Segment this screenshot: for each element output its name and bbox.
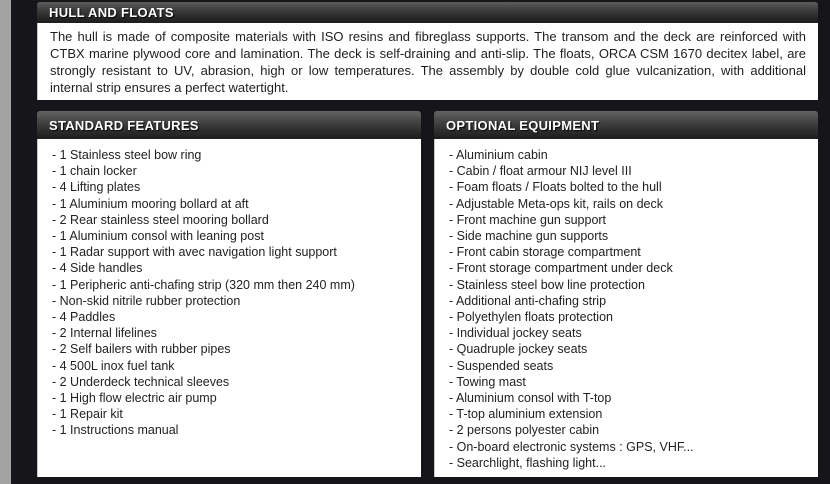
list-item: - Aluminium consol with T-top: [449, 391, 612, 406]
list-item: - 4 Side handles: [52, 261, 143, 276]
spec-sheet-content: [37, 0, 818, 477]
list-item: - On-board electronic systems : GPS, VHF...: [449, 439, 694, 454]
list-item: - Individual jockey seats: [449, 326, 582, 341]
list-item: - Side machine gun supports: [449, 229, 609, 244]
list-item: - Aluminium cabin: [449, 148, 548, 162]
list-item: - Front machine gun support: [449, 212, 607, 227]
list-item: - Stainless steel bow line protection: [449, 277, 645, 292]
list-item: - 1 Aluminium consol with leaning post: [52, 229, 264, 244]
list-item: - 4 Lifting plates: [52, 180, 141, 195]
list-item: - Searchlight, flashing light...: [449, 455, 607, 470]
list-item: - Additional anti-chafing strip: [449, 293, 607, 308]
list-item: - 2 Self bailers with rubber pipes: [52, 342, 231, 357]
list-item: - 1 High flow electric air pump: [52, 391, 217, 406]
list-item: - Towing mast: [449, 374, 526, 389]
list-item: - 1 Aluminium mooring bollard at aft: [52, 196, 249, 211]
list-item: - 1 Peripheric anti-chafing strip (320 mm then 240 mm): [52, 277, 355, 292]
list-item: - Non-skid nitrile rubber protection: [52, 293, 241, 308]
optional-equipment-list: [435, 139, 818, 471]
standard-features-title: STANDARD FEATURES: [49, 117, 199, 133]
hull-description-text: The hull is made of composite materials with ISO resins and fibreglass supports. The transom and the deck are reinforced with CTBX marine plywood core and lamination. The deck is self-draining and anti-slip. The floats, ORCA CSM 1670 decitex label, are strongly resistant to UV, abrasion, high or low temperatures. The assembly by double cold glue vulcanization, with additional internal strip ensures a perfect watertight.: [50, 29, 806, 95]
list-item: - 1 chain locker: [52, 164, 137, 179]
list-item: - 2 persons polyester cabin: [449, 423, 600, 438]
standard-features-section: [37, 111, 421, 477]
optional-equipment-section: [434, 111, 818, 477]
list-item: - 4 Paddles: [52, 310, 116, 325]
list-item: - 2 Underdeck technical sleeves: [52, 374, 230, 389]
standard-features-header-bar: [37, 111, 421, 139]
list-item: - 2 Internal lifelines: [52, 326, 157, 341]
optional-equipment-header-bar: [434, 111, 818, 139]
list-item: - 4 500L inox fuel tank: [52, 358, 175, 373]
list-item: - Suspended seats: [449, 358, 554, 373]
list-item: - Quadruple jockey seats: [449, 342, 588, 357]
list-item: - Front storage compartment under deck: [449, 261, 673, 276]
feature-columns: [37, 111, 818, 477]
optional-equipment-panel: [434, 139, 818, 477]
list-item: - Polyethylen floats protection: [449, 310, 613, 325]
standard-features-list: [38, 139, 421, 439]
list-item: - Front cabin storage compartment: [449, 245, 641, 260]
hull-and-floats-section: [37, 2, 818, 100]
list-item: - Adjustable Meta-ops kit, rails on deck: [449, 196, 663, 211]
optional-equipment-title: OPTIONAL EQUIPMENT: [446, 117, 600, 133]
list-item: - T-top aluminium extension: [449, 407, 603, 422]
list-item: - 1 Repair kit: [52, 407, 123, 422]
list-item: - 2 Rear stainless steel mooring bollard: [52, 212, 269, 227]
list-item: - 1 Radar support with avec navigation light support: [52, 245, 337, 260]
hull-and-floats-title: HULL AND FLOATS: [49, 5, 174, 20]
list-item: - Foam floats / Floats bolted to the hull: [449, 180, 662, 195]
left-gray-strip: [0, 0, 11, 484]
hull-and-floats-header-bar: [37, 2, 818, 23]
list-item: - 1 Instructions manual: [52, 423, 179, 438]
standard-features-panel: [37, 139, 421, 477]
list-item: - Cabin / float armour NIJ level III: [449, 164, 632, 179]
list-item: - 1 Stainless steel bow ring: [52, 148, 202, 162]
hull-and-floats-panel: [37, 23, 818, 100]
